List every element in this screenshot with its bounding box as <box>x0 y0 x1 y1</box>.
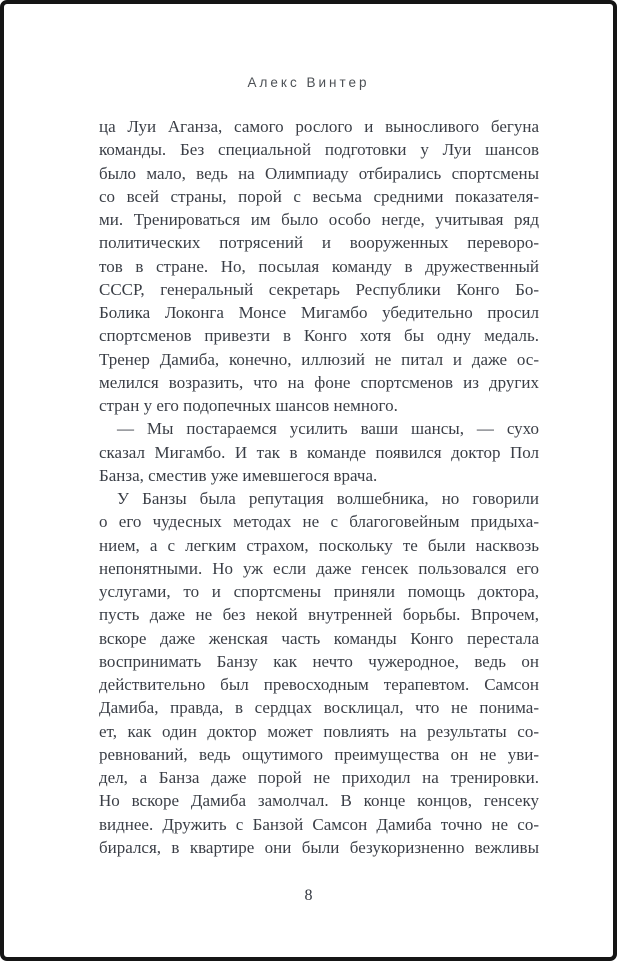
page-number: 8 <box>304 887 313 904</box>
text-line: У Банзы была репутация волшебника, но говорили <box>117 489 539 508</box>
text-line: команды. Без специальной подготовки у Луи шансов <box>99 140 539 160</box>
text-line: политических потрясений и вооруженных переворо- <box>99 233 539 253</box>
running-header: Алекс Винтер <box>247 75 370 90</box>
text-line: виднее. Дружить с Банзой Самсон Дамиба точно не со- <box>99 814 539 834</box>
text-line: Банза, сместив уже имевшегося врача. <box>99 465 378 485</box>
text-line: стран у его подопечных шансов немного. <box>99 396 398 415</box>
text-line: спортсменов привезти в Конго хотя бы одну медаль. <box>99 326 539 346</box>
text-line: услугами, то и спортсмены приняли помощь доктора, <box>99 582 539 601</box>
page-text <box>99 115 539 859</box>
text-line: ревнований, ведь ощутимого преимущества он не уви- <box>99 744 539 764</box>
text-line: было мало, ведь на Олимпиаду отбирались спортсмены <box>99 163 539 183</box>
text-line: сказал Мигамбо. И так в команде появился доктор Пол <box>99 442 539 462</box>
text-line: дел, а Банза даже порой не приходил на тренировки. <box>99 768 539 787</box>
text-line: Болика Локонга Монсе Мигамбо убедительно просил <box>99 303 539 322</box>
text-line: воспринимать Банзу как нечто чужеродное, ведь он <box>99 651 539 671</box>
text-line: Дамиба, правда, в сердцах восклицал, что не понима- <box>99 698 539 718</box>
text-line: о его чудесных методах не с благоговейным придыха- <box>99 512 539 532</box>
text-line: ет, как один доктор может повлиять на результаты со- <box>99 721 539 741</box>
text-line: вскоре даже женская часть команды Конго перестала <box>99 628 539 648</box>
text-line: мелился возразить, что на фоне спортсменов из других <box>99 372 539 392</box>
text-line: со всей страны, порой с весьма средними показателя- <box>99 186 539 206</box>
text-line: СССР, генеральный секретарь Республики Конго Бо- <box>99 279 539 299</box>
text-line: — Мы постараемся усилить ваши шансы, — сухо <box>117 419 539 439</box>
text-line: действительно был превосходным терапевтом. Самсон <box>99 675 539 694</box>
text-line: нием, а с легким страхом, поскольку те были насквозь <box>99 535 539 555</box>
text-line: Но вскоре Дамиба замолчал. В конце концов, генсеку <box>99 791 539 811</box>
text-line: Тренер Дамиба, конечно, иллюзий не питал и даже ос- <box>99 349 539 369</box>
text-line: ми. Тренироваться им было особо негде, учитывая ряд <box>99 210 539 229</box>
text-line: непонятными. Но уж если даже генсек пользовался его <box>99 558 539 578</box>
text-line: ца Луи Аганза, самого рослого и выносливого бегуна <box>99 117 539 136</box>
text-line: пусть даже не без некой внутренней борьбы. Впрочем, <box>99 605 539 625</box>
text-line: тов в стране. Но, посылая команду в дружественный <box>99 256 539 276</box>
text-line: бирался, в квартире они были безукоризненно вежливы <box>99 837 539 857</box>
